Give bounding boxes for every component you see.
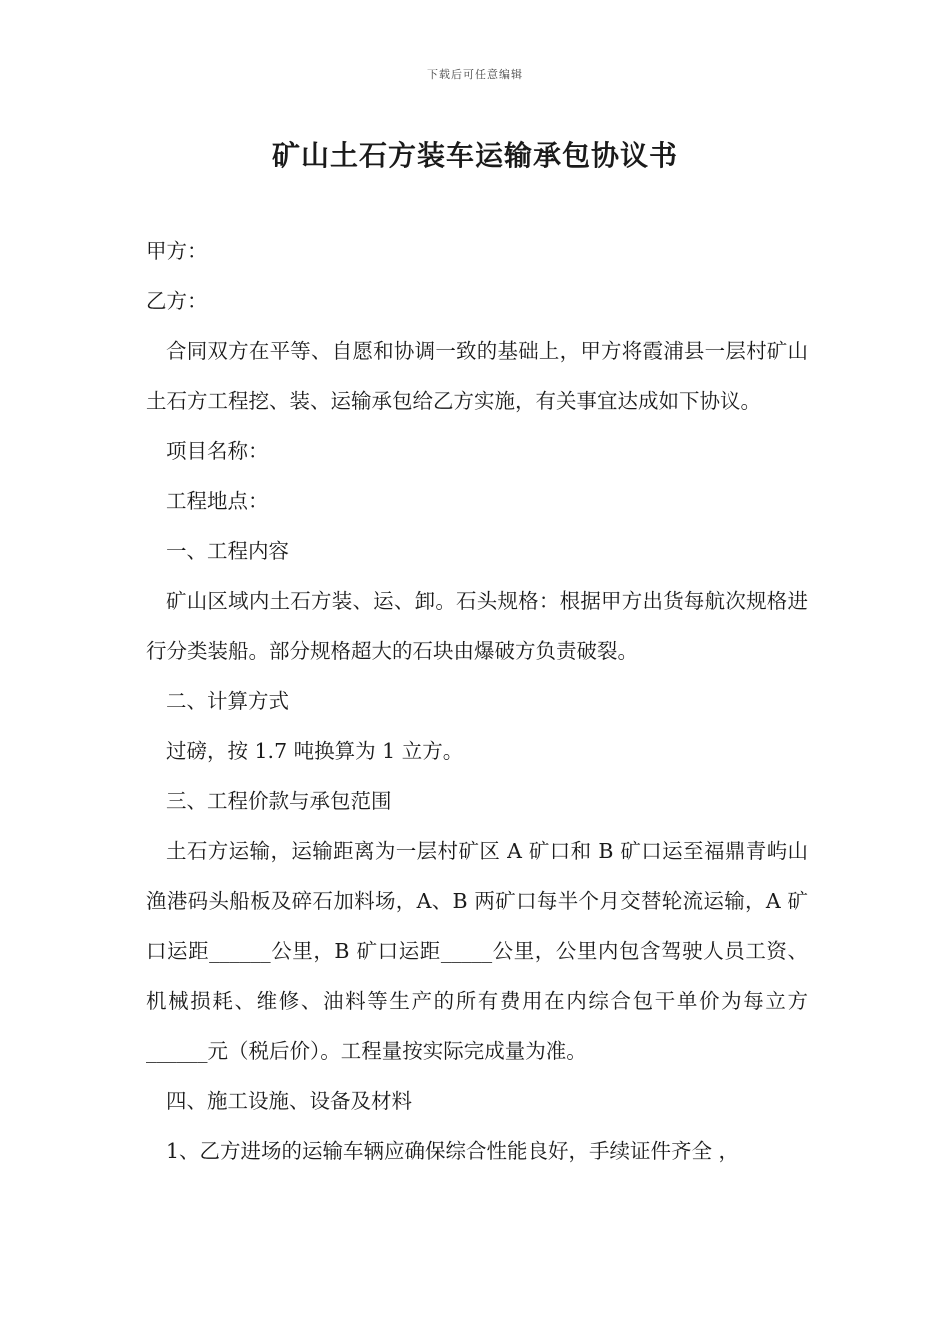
party-a-label: 甲方： [146, 239, 208, 263]
header-note: 下载后可任意编辑 [427, 68, 523, 81]
section-4-heading: 四、施工设施、设备及材料 [166, 1089, 412, 1113]
project-location-label: 工程地点： [166, 489, 269, 513]
intro-paragraph: 合同双方在平等、自愿和协调一致的基础上，甲方将霞浦县一层村矿山土石方工程挖、装、运输承包给乙方实施，有关事宜达成如下协议。 [146, 339, 808, 413]
document-title: 矿山土石方装车运输承包协议书 [271, 139, 678, 172]
section-2-heading: 二、计算方式 [166, 689, 289, 713]
section-1-heading: 一、工程内容 [166, 539, 289, 563]
project-name-label: 项目名称： [166, 439, 269, 463]
party-b-label: 乙方： [146, 289, 208, 313]
section-3-body: 土石方运输，运输距离为一层村矿区 A 矿口和 B 矿口运至福鼎青屿山渔港码头船板及碎石加料场，A、B 两矿口每半个月交替轮流运输，A 矿口运距______公里，B 矿口运距_____公里，公里内包含驾驶人员工资、机械损耗、维修、油料等生产的所有费用在内综合包干单价为每立方______元（税后价）。工程量按实际完成量为准。 [146, 839, 808, 1063]
section-1-body: 矿山区域内土石方装、运、卸。石头规格：根据甲方出货每航次规格进行分类装船。部分规格超大的石块由爆破方负责破裂。 [146, 589, 808, 663]
section-2-body: 过磅，按 1.7 吨换算为 1 立方。 [166, 739, 464, 763]
document-body [146, 226, 808, 1176]
section-4-item-1: 1、乙方进场的运输车辆应确保综合性能良好，手续证件齐全 ， [166, 1139, 740, 1163]
section-3-heading: 三、工程价款与承包范围 [166, 789, 392, 813]
